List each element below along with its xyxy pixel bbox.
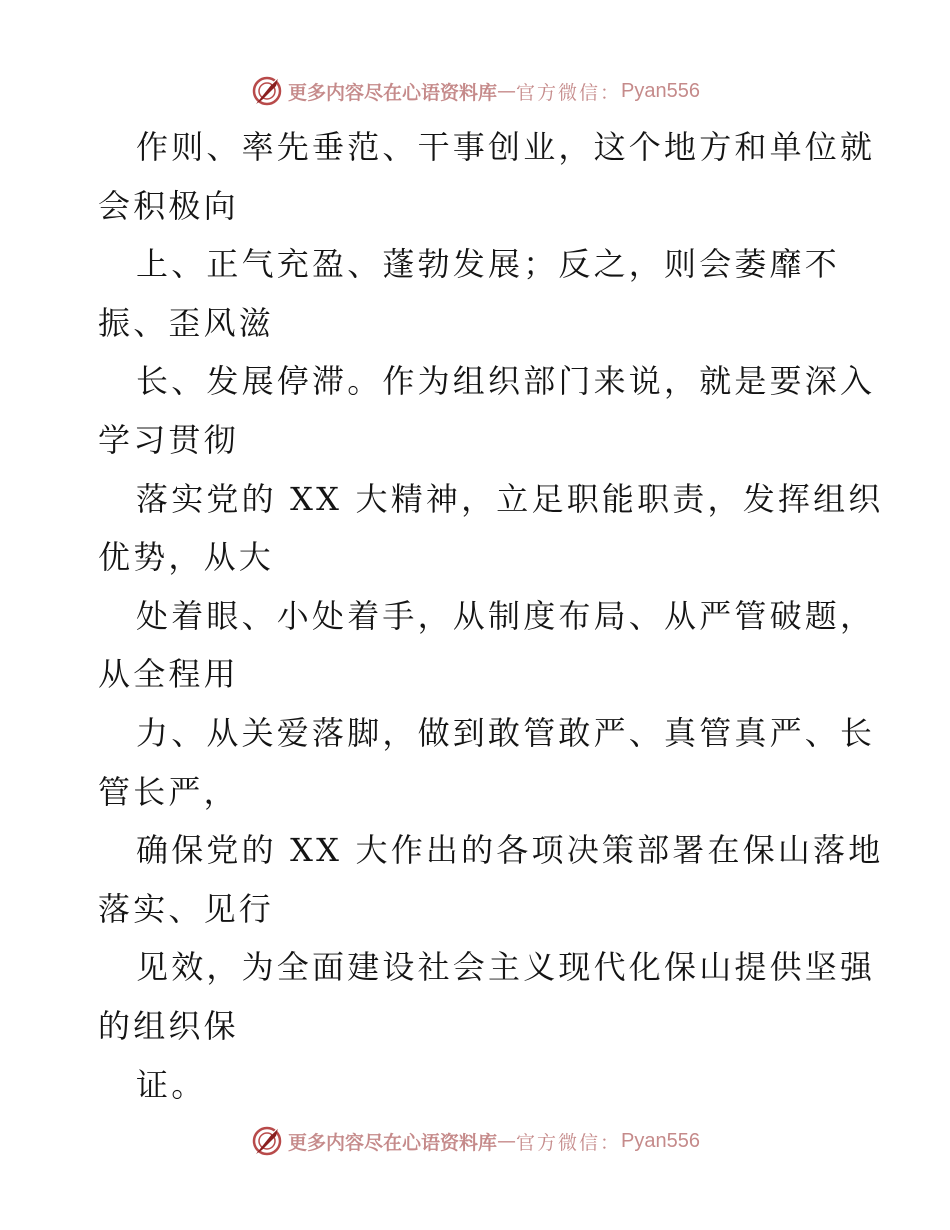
body-line: 落实党的 XX 大精神，立足职能职责，发挥组织: [136, 479, 884, 518]
body-line: 确保党的 XX 大作出的各项决策部署在保山落地: [136, 831, 884, 870]
header-brand-text: 更多内容尽在心语资料库: [288, 81, 498, 104]
body-line: 学习贯彻: [98, 420, 239, 459]
body-line: 振、歪风滋: [98, 303, 275, 342]
footer-brand-text: 更多内容尽在心语资料库: [288, 1131, 498, 1154]
quill-logo-icon: [250, 1124, 284, 1158]
body-line: 处着眼、小处着手，从制度布局、从严管破题，: [136, 596, 876, 635]
footer-wechat-label: 官方微信：: [516, 1131, 622, 1154]
footer-dash: —: [497, 1130, 517, 1152]
body-line: 从全程用: [98, 655, 239, 694]
body-line: 落实、见行: [98, 889, 275, 928]
header-dash: —: [497, 80, 517, 102]
body-line: 作则、率先垂范、干事创业，这个地方和单位就: [136, 128, 876, 166]
body-line: 优势，从大: [98, 538, 275, 577]
header-banner: [0, 71, 950, 111]
document-body: [98, 118, 884, 1114]
footer-wechat-id: Pyan556: [621, 1129, 700, 1152]
header-wechat-label: 官方微信：: [516, 81, 622, 104]
body-line: 见效，为全面建设社会主义现代化保山提供坚强: [136, 948, 876, 987]
footer-banner: [0, 1121, 950, 1161]
body-line: 的组织保: [98, 1006, 239, 1045]
body-line: 会积极向: [98, 186, 239, 225]
body-line: 力、从关爱落脚，做到敢管敢严、真管真严、长: [136, 713, 876, 752]
body-line: 长、发展停滞。作为组织部门来说，就是要深入: [136, 362, 876, 401]
quill-logo-icon: [250, 74, 284, 108]
header-wechat-id: Pyan556: [621, 79, 700, 102]
body-line: 上、正气充盈、蓬勃发展；反之，则会萎靡不: [136, 245, 841, 284]
body-line: 证。: [136, 1065, 207, 1104]
body-line: 管长严，: [98, 772, 239, 811]
